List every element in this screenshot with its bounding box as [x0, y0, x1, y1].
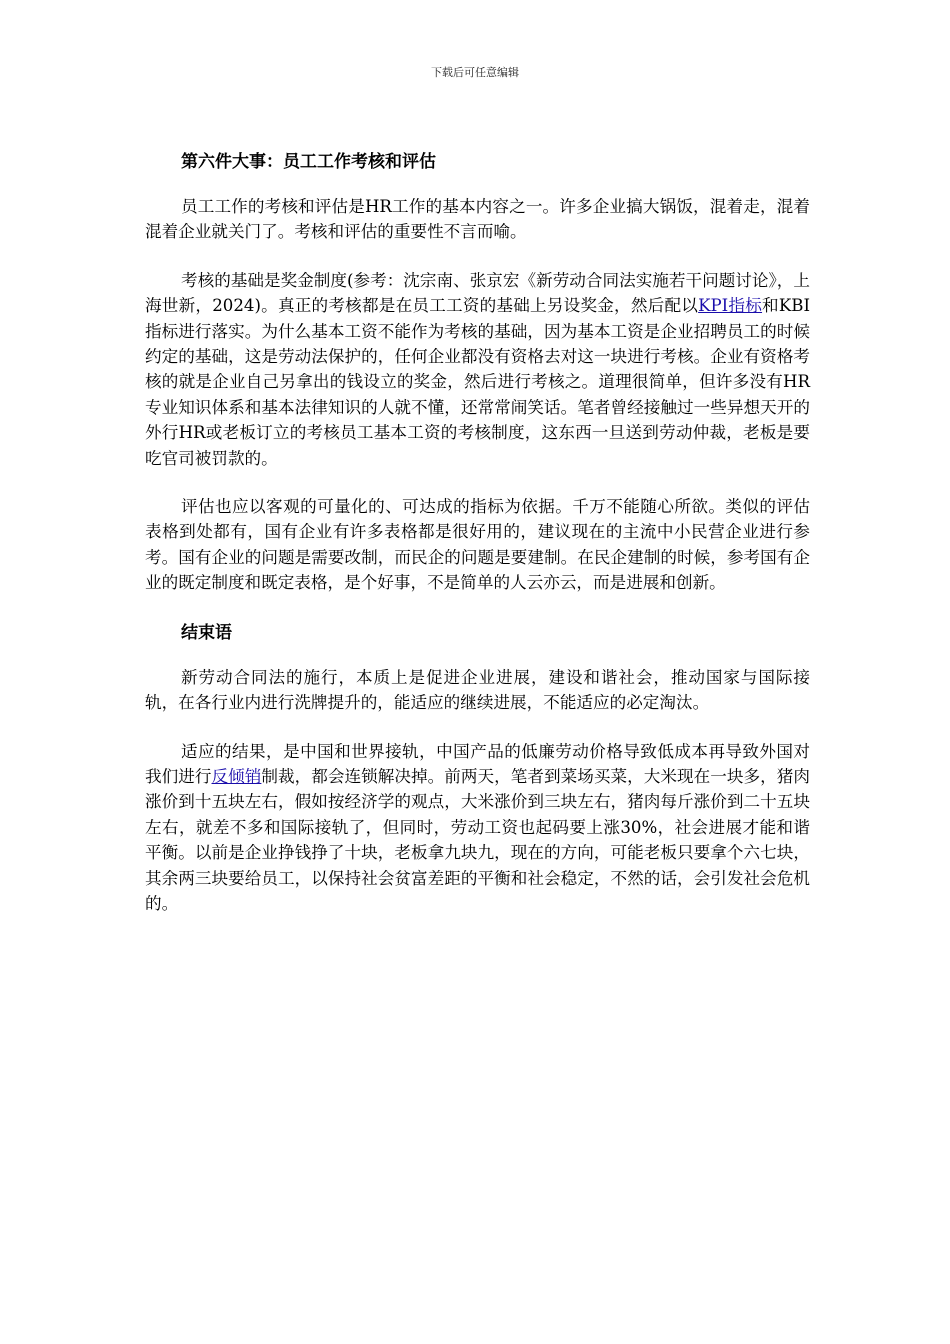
paragraph-evaluation-criteria [145, 494, 810, 596]
kpi-indicator-link[interactable]: KPI指标 [698, 296, 763, 316]
section-heading-performance-review: 第六件大事：员工工作考核和评估 [181, 152, 436, 172]
anti-dumping-link[interactable]: 反倾销 [211, 766, 262, 786]
paragraph-conclusion-result [145, 739, 810, 917]
paragraph-conclusion-intro-text: 新劳动合同法的施行，本质上是促进企业进展，建设和谐社会，推动国家与国际接轨，在各行业内进行洗牌提升的，能适应的继续进展，不能适应的必定淘汰。 [145, 667, 810, 713]
header-note: 下载后可任意编辑 [431, 66, 519, 79]
paragraph-conclusion-result-text-2: 制裁，都会连锁解决掉。前两天，笔者到菜场买菜，大米现在一块多，猪肉涨价到十五块左右，假如按经济学的观点，大米涨价到三块左右，猪肉每斤涨价到二十五块左右，就差不多和国际接轨了，但同时，劳动工资也起码要上涨30%，社会进展才能和谐平衡。以前是企业挣钱挣了十块，老板拿九块九，现在的方向，可能老板只要拿个六七块，其余两三块要给员工，以保持社会贫富差距的平衡和社会稳定，不然的话，会引发社会危机的。 [145, 766, 811, 913]
paragraph-review-intro-text: 员工工作的考核和评估是HR工作的基本内容之一。许多企业搞大锅饭，混着走，混着混着企业就关门了。考核和评估的重要性不言而喻。 [145, 197, 810, 242]
paragraph-bonus-system-text-2: 和KBI指标进行落实。为什么基本工资不能作为考核的基础，因为基本工资是企业招聘员工的时候约定的基础，这是劳动法保护的，任何企业都没有资格去对这一块进行考核。企业有资格考核的就是企业自己另拿出的钱设立的奖金，然后进行考核之。道理很简单，但许多没有HR专业知识体系和基本法律知识的人就不懂，还常常闹笑话。笔者曾经接触过一些异想天开的外行HR或老板订立的考核员工基本工资的考核制度，这东西一旦送到劳动仲裁，老板是要吃官司被罚款的。 [145, 296, 810, 468]
paragraph-review-intro [145, 194, 810, 245]
section-heading-conclusion: 结束语 [181, 622, 232, 643]
paragraph-conclusion-intro [145, 665, 810, 716]
paragraph-bonus-system-text-1: 考核的基础是奖金制度(参考：沈宗南、张京宏《新劳动合同法实施若干问题讨论》，上海世新，2024)。真正的考核都是在员工工资的基础上另设奖金，然后配以 [145, 270, 810, 316]
document-body [145, 150, 810, 916]
paragraph-conclusion-result-text-1: 适应的结果，是中国和世界接轨，中国产品的低廉劳动价格导致低成本再导致外国对我们进行 [145, 741, 810, 786]
paragraph-evaluation-criteria-text: 评估也应以客观的可量化的、可达成的指标为依据。千万不能随心所欲。类似的评估表格到处都有，国有企业有许多表格都是很好用的，建议现在的主流中小民营企业进行参考。国有企业的问题是需要改制，而民企的问题是要建制。在民企建制的时候，参考国有企业的既定制度和既定表格，是个好事，不是简单的人云亦云，而是进展和创新。 [145, 497, 810, 593]
paragraph-bonus-system [145, 268, 810, 471]
